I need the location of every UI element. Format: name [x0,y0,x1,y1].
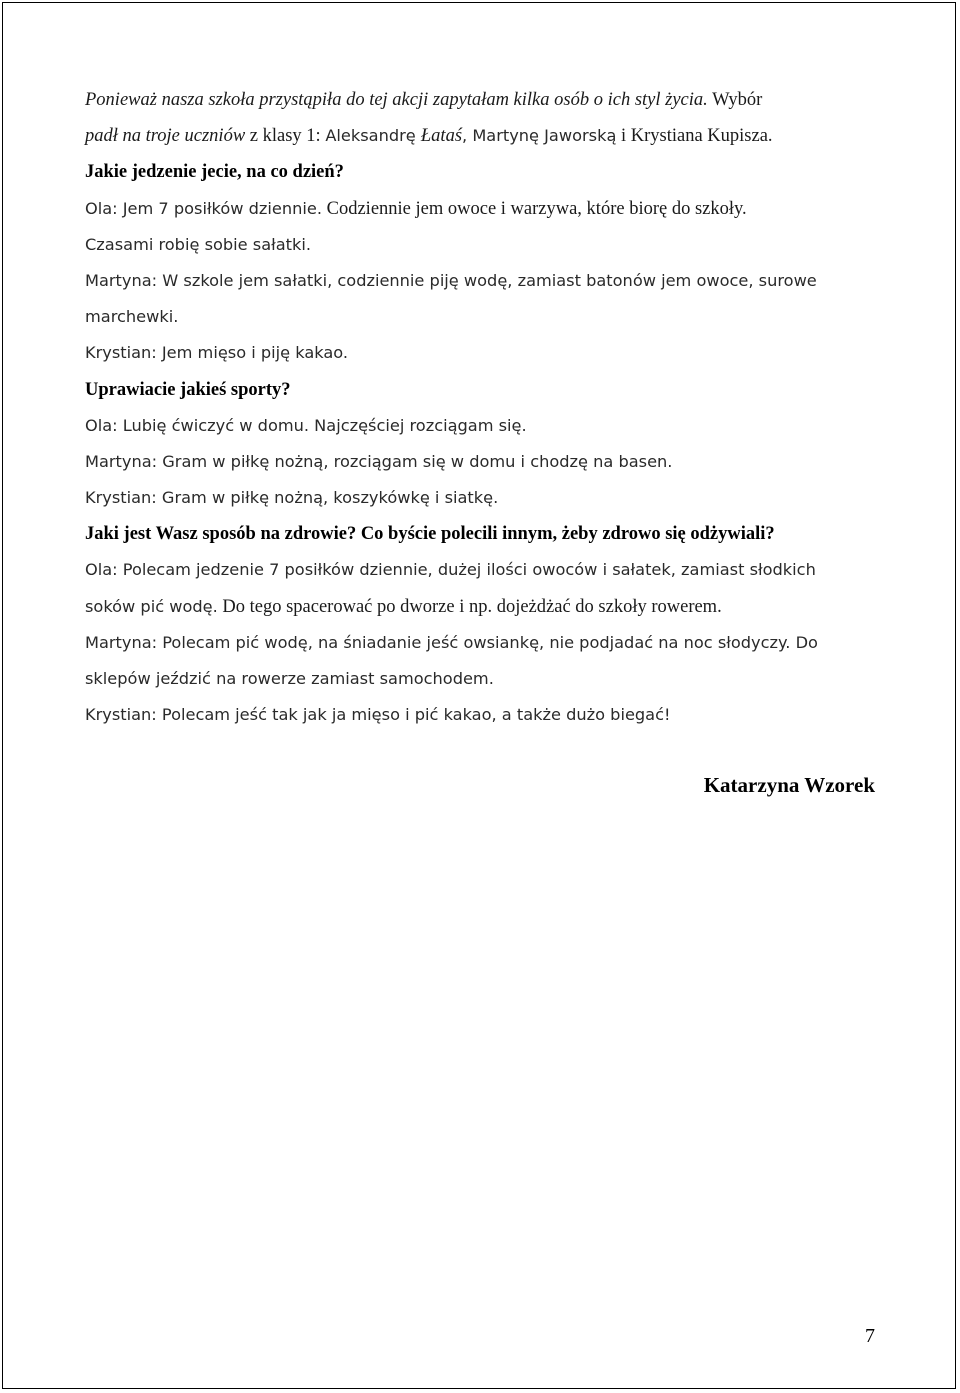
intro-line-2 [85,118,883,154]
intro-name-latas: Łataś [420,126,463,147]
answer-ola-advice-a: soków pić wodę. [85,596,218,616]
answer-ola-food-b: Codziennie jem owoce i warzywa, które biorę do szkoły. [322,198,747,219]
intro-name-martyna: , Martynę Jaworską [462,126,617,146]
intro-line-1 [85,82,883,118]
answer-ola-sport-b: Najczęściej rozciągam się. [309,415,527,435]
intro-text-italic: Ponieważ nasza szkoła przystąpiła do tej akcji zapytałam kilka osób o ich styl życia. [85,90,708,110]
question-3: Jaki jest Wasz sposób na zdrowie? Co byście polecili innym, żeby zdrowo się odżywiali? [85,524,775,545]
answer-martyna-food: Martyna: W szkole jem sałatki, codziennie piję wodę, zamiast batonów jem owoce, surowe [85,270,817,290]
answer-ola-food [85,191,883,227]
intro-text-italic-2: padł na troje uczniów [85,126,246,147]
intro-text-sans: Aleksandrę [325,126,421,146]
page-number: 7 [865,1325,875,1347]
author-signature: Katarzyna Wzorek [703,773,875,797]
answer-martyna-food-line-2: marchewki. [85,307,179,327]
intro-name-krystian: i Krystiana Kupisza. [616,126,773,147]
article-body [85,82,883,733]
answer-ola-food-line-2: Czasami robię sobie sałatki. [85,234,312,254]
answer-ola-advice-b: Do tego spacerować po dworze i np. dojeżdżać do szkoły rowerem. [217,596,722,617]
question-1: Jakie jedzenie jecie, na co dzień? [85,162,344,183]
answer-martyna-advice-line-2: sklepów jeździć na rowerze zamiast samochodem. [85,669,494,688]
answer-ola-sport-a: Ola: Lubię ćwiczyć w domu. [85,415,310,435]
answer-ola-advice: Ola: Polecam jedzenie 7 posiłków dziennie, dużej ilości owoców i sałatek, zamiast słodkich [85,560,816,580]
answer-krystian-sport: Krystian: Gram w piłkę nożną, koszykówkę i siatkę. [85,488,499,508]
answer-krystian-food: Krystian: Jem mięso i piję kakao. [85,343,349,363]
answer-martyna-sport: Martyna: Gram w piłkę nożną, rozciągam się w domu i chodzę na basen. [85,451,673,471]
answer-ola-advice-line-2 [85,589,883,625]
answer-martyna-advice: Martyna: Polecam pić wodę, na śniadanie jeść owsiankę, nie podjadać na noc słodyczy. Do [85,632,818,652]
document-page [2,2,956,1389]
intro-text-plain: z klasy 1: [245,126,326,147]
answer-ola-sport [85,408,883,444]
answer-krystian-advice: Krystian: Polecam jeść tak jak ja mięso i pić kakao, a także dużo biegać! [85,705,671,725]
intro-text-tail: Wybór [707,90,763,110]
answer-ola-food-a: Ola: Jem 7 posiłków dziennie. [85,198,322,218]
question-2: Uprawiacie jakieś sporty? [85,379,291,400]
